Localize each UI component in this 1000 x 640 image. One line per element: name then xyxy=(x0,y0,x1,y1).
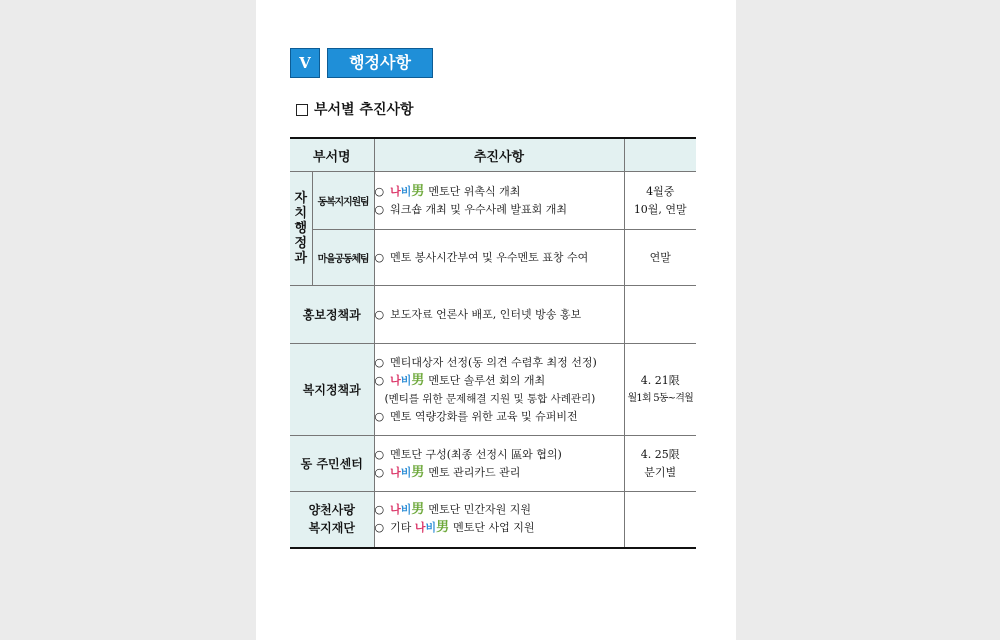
section-number-badge: Ⅴ xyxy=(290,48,320,78)
table-header-row xyxy=(290,138,696,172)
list-item: ○ 나비男 멘토단 솔루션 회의 개최 xyxy=(374,372,546,388)
bullet-icon: ○ xyxy=(374,503,385,517)
list-item-note: (멘티를 위한 문제해결 지원 및 통합 사례관리) xyxy=(384,392,596,405)
bullet-icon: ○ xyxy=(374,184,385,198)
bullet-icon: ○ xyxy=(374,465,385,479)
bullet-icon: ○ xyxy=(374,521,385,535)
items-cell xyxy=(374,172,624,230)
list-item: ○ 멘티대상자 선정(동 의견 수렴후 최정 선정) xyxy=(375,354,624,372)
subsection-title: 부서별 추진사항 xyxy=(314,102,414,118)
header-dept: 부서명 xyxy=(290,138,374,172)
document-page xyxy=(256,0,736,640)
bullet-icon: ○ xyxy=(374,307,385,321)
table-row xyxy=(290,230,696,286)
items-cell xyxy=(374,492,624,548)
schedule-cell: 4월중 10월, 연말 xyxy=(624,172,696,230)
header-schedule xyxy=(624,138,696,172)
bullet-icon: ○ xyxy=(374,409,385,423)
team-cell: 마을공동체팀 xyxy=(312,230,374,286)
bullet-icon: ○ xyxy=(374,373,385,387)
group-dept-cell xyxy=(290,172,312,286)
checkbox-icon xyxy=(296,104,308,116)
bullet-icon: ○ xyxy=(374,202,385,216)
group-dept-name: 자 치 행 정 과 xyxy=(294,191,308,266)
list-item: ○ 나비男 멘토단 위촉식 개최 xyxy=(374,183,521,199)
bullet-icon: ○ xyxy=(374,250,385,264)
department-plan-table xyxy=(290,137,696,549)
nabinam-logo: 나비男 xyxy=(414,520,450,536)
dept-cell: 양천사랑 복지재단 xyxy=(290,492,374,548)
list-item: ○ 멘토 역량강화를 위한 교육 및 슈퍼비전 xyxy=(375,408,624,426)
schedule-cell xyxy=(624,286,696,344)
schedule-cell: 4. 21限 월1회 5동~격월 xyxy=(624,344,696,436)
team-cell: 동복지지원팀 xyxy=(312,172,374,230)
table-row xyxy=(290,436,696,492)
table-row xyxy=(290,344,696,436)
table-row xyxy=(290,286,696,344)
items-cell xyxy=(374,344,624,436)
nabinam-logo: 나비男 xyxy=(390,502,425,518)
nabinam-logo: 나비男 xyxy=(390,183,425,199)
list-item: ○ 나비男 멘토 관리카드 관리 xyxy=(374,464,521,480)
dept-cell: 동 주민센터 xyxy=(290,436,374,492)
bullet-icon: ○ xyxy=(374,447,385,461)
list-item: ○ 기타 나비男 멘토단 사업 지원 xyxy=(374,520,535,536)
list-item: ○ 워크숍 개최 및 우수사례 발표회 개최 xyxy=(375,201,624,219)
nabinam-logo: 나비男 xyxy=(390,372,425,388)
section-title: 행정사항 xyxy=(327,48,433,78)
subsection-heading xyxy=(296,101,414,119)
items-cell xyxy=(374,286,624,344)
bullet-icon: ○ xyxy=(374,355,385,369)
list-item: ○ 멘토 봉사시간부여 및 우수멘토 표창 수여 xyxy=(375,249,624,267)
schedule-cell xyxy=(624,492,696,548)
schedule-cell: 연말 xyxy=(624,230,696,286)
header-items: 추진사항 xyxy=(374,138,624,172)
dept-cell: 복지정책과 xyxy=(290,344,374,436)
schedule-cell: 4. 25限 분기별 xyxy=(624,436,696,492)
dept-cell: 홍보정책과 xyxy=(290,286,374,344)
table-row xyxy=(290,172,696,230)
list-item: ○ 보도자료 언론사 배포, 인터넷 방송 홍보 xyxy=(375,306,624,324)
nabinam-logo: 나비男 xyxy=(390,464,425,480)
items-cell xyxy=(374,436,624,492)
list-item: ○ 멘토단 구성(최종 선정시 區와 협의) xyxy=(375,446,624,464)
list-item: ○ 나비男 멘토단 민간자원 지원 xyxy=(374,502,532,518)
items-cell xyxy=(374,230,624,286)
table-row xyxy=(290,492,696,548)
